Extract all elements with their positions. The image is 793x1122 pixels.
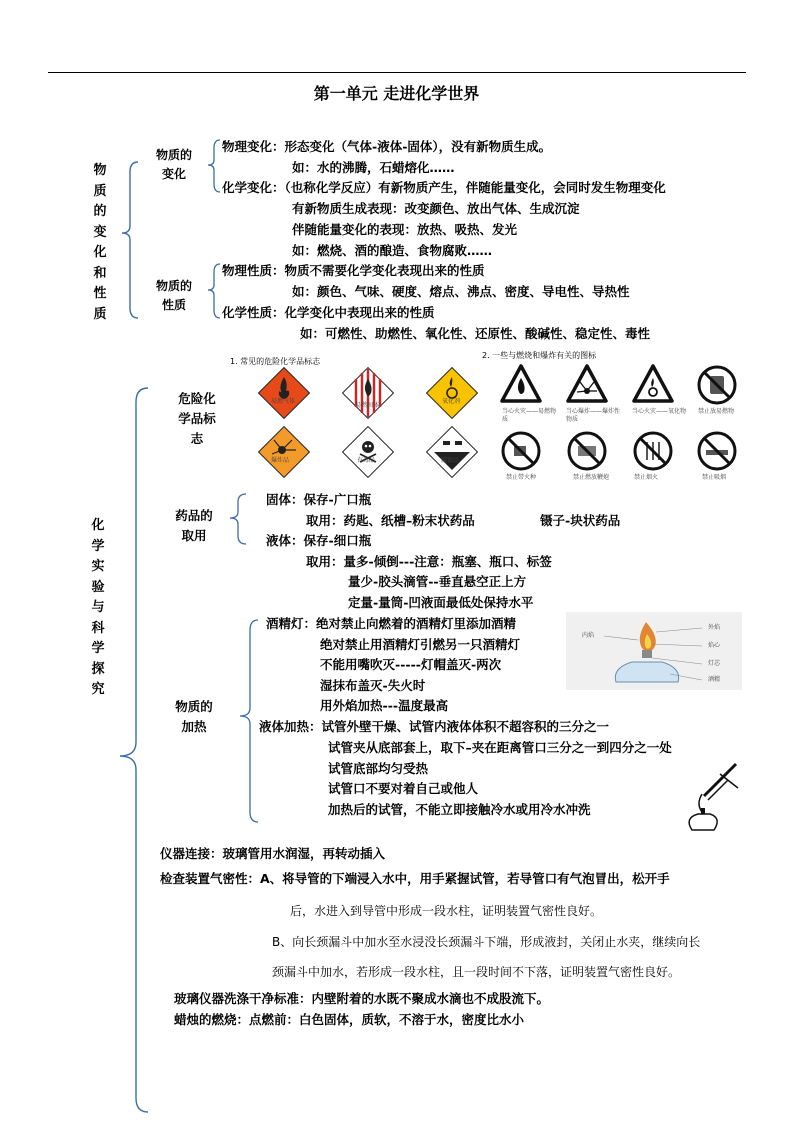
misc-line-4: B、向长颈漏斗中加水至水浸没长颈漏斗下端，形成液封，关闭止水夹，继续向长 (272, 935, 701, 949)
hazard-label-text: 危险化学品标志 (178, 391, 216, 446)
page-title: 第一单元 走进化学世界 (313, 84, 480, 103)
taking-label (170, 506, 218, 546)
diamond-caption-6: 腐蚀品 (441, 457, 460, 464)
misc-line-5: 颈漏斗中加水，若形成一段水柱，且一段时间不下落，证明装置气密性良好。 (272, 965, 681, 979)
top-rule (48, 72, 746, 73)
no-flammable-icon (696, 364, 738, 406)
oxidizer-sign (424, 365, 480, 421)
diamond-caption-1: 易燃气体 (271, 398, 296, 405)
icon-caption-4: 禁止放易燃物 (698, 408, 735, 415)
lamp-label-core: 焰心 (708, 642, 721, 649)
lamp-line-5: 用外焰加热---温度最高 (320, 698, 449, 713)
changes-line-5: 伴随能量变化的表现：放热、吸热、发光 (292, 222, 518, 237)
no-smoking-icon (696, 430, 738, 472)
liquid-line-1: 液体加热：试管外壁干燥、试管内液体体积不超容积的三分之一 (259, 719, 610, 734)
misc-line-3: 后，水进入到导管中形成一段水柱，证明装置气密性良好。 (290, 904, 603, 918)
lamp-line-4: 湿抹布盖灭-失火时 (320, 678, 426, 693)
flammable-gas-sign (256, 365, 312, 421)
warning-oxidizer-icon (632, 364, 674, 404)
hazard-caption-1: 1. 常见的危险化学品标志 (230, 357, 321, 366)
properties-line-3: 化学性质：化学变化中表现出来的性质 (222, 305, 435, 320)
test-tube-heating-figure (680, 760, 744, 834)
lamp-label-outer: 外焰 (708, 624, 721, 631)
warning-fire-icon (500, 364, 542, 404)
diamond-caption-2: 易燃固体 (355, 402, 380, 409)
taking-line-4: 液体：保存-细口瓶 (266, 533, 372, 548)
changes-label-text: 物质的变化 (155, 148, 192, 181)
lamp-line-3: 不能用嘴吹灭-----灯帽盖灭-两次 (320, 657, 502, 672)
changes-line-6: 如：燃烧、酒的酿造、食物腐败…… (292, 243, 493, 258)
properties-line-1: 物理性质：物质不需要化学变化表现出来的性质 (222, 263, 485, 278)
changes-line-3: 化学变化：（也称化学反应）有新物质产生，伴随能量变化，会同时发生物理变化 (222, 180, 666, 195)
part1-outer-brace (112, 160, 142, 320)
part2-outer-brace (106, 386, 152, 1116)
no-fireworks-icon (632, 430, 674, 472)
properties-label-text: 物质的性质 (155, 279, 192, 312)
corrosive-sign (424, 424, 480, 480)
heating-brace (226, 618, 262, 826)
liquid-line-2: 试管夹从底部套上，取下–夹在距离管口三分之一到四分之一处 (328, 740, 672, 755)
taking-line-3: 镊子-块状药品 (540, 513, 621, 528)
taking-line-7: 定量-量筒-凹液面最低处保持水平 (348, 595, 534, 610)
icon-caption-7: 禁止烟火 (634, 474, 659, 481)
properties-line-2: 如：颜色、气味、硬度、熔点、沸点、密度、导电性、导热性 (292, 284, 630, 299)
lamp-line-2: 绝对禁止用酒精灯引燃另一只酒精灯 (320, 637, 521, 652)
alcohol-lamp-figure (566, 612, 742, 690)
taking-line-2: 取用：药匙、纸槽–粉末状药品 (306, 513, 475, 528)
properties-brace (200, 262, 224, 320)
part2-side-label: 化学实验与科学探究 (91, 518, 105, 697)
hazard-caption-2: 2. 一些与燃烧和爆炸有关的图标 (482, 351, 597, 360)
changes-line-1: 物理变化：形态变化（气体-液体-固体），没有新物质生成。 (222, 139, 552, 154)
hazard-label (173, 389, 221, 449)
diamond-caption-3: 氧化剂 (442, 398, 461, 405)
lamp-label-alcohol: 酒精 (708, 676, 721, 683)
icon-caption-2: 当心爆炸——爆炸性物质 (566, 408, 621, 423)
part1-side-label: 物质的变化和性质 (93, 163, 107, 322)
no-matches-icon (566, 430, 608, 472)
diamond-caption-5: 有毒品 (357, 457, 376, 464)
icon-caption-6: 禁止燃放鞭炮 (573, 474, 610, 481)
properties-line-4: 如：可燃性、助燃性、氧化性、还原性、酸碱性、稳定性、毒性 (300, 326, 651, 341)
taking-line-5: 取用：量多-倾倒---注意：瓶塞、瓶口、标签 (306, 554, 552, 569)
lamp-label-inner: 内焰 (582, 632, 595, 639)
properties-label (152, 277, 196, 315)
changes-brace (200, 138, 224, 194)
changes-line-2: 如：水的沸腾，石蜡熔化…… (292, 160, 455, 175)
warning-explosion-icon (566, 364, 608, 404)
changes-line-4: 有新物质生成表现：改变颜色、放出气体、生成沉淀 (292, 201, 580, 216)
toxic-sign (340, 424, 396, 480)
heating-label (170, 697, 218, 737)
misc-line-6: 玻璃仪器洗涤干净标准：内壁附着的水既不聚成水滴也不成股流下。 (174, 991, 550, 1006)
liquid-line-5: 加热后的试管，不能立即接触冷水或用冷水冲洗 (328, 802, 591, 817)
flammable-solid-sign (340, 365, 396, 421)
misc-line-1: 仪器连接：玻璃管用水润湿，再转动插入 (160, 846, 386, 861)
lamp-line-1: 酒精灯：绝对禁止向燃着的酒精灯里添加酒精 (266, 616, 517, 631)
icon-caption-8: 禁止吸烟 (702, 474, 727, 481)
taking-line-6: 量少-胶头滴管--垂直悬空正上方 (348, 574, 527, 589)
misc-line-7: 蜡烛的燃烧：点燃前：白色固体，质软，不溶于水，密度比水小 (174, 1012, 525, 1027)
icon-caption-1: 当心火灾——易燃物质 (502, 408, 557, 423)
misc-line-2: 检查装置气密性：A、将导管的下端浸入水中，用手紧握试管，若导管口有气泡冒出，松开手 (160, 871, 670, 886)
icon-caption-5: 禁止带火种 (506, 474, 537, 481)
taking-line-1: 固体：保存-广口瓶 (266, 492, 372, 507)
liquid-line-4: 试管口不要对着自己或他人 (328, 781, 479, 796)
liquid-line-3: 试管底部均匀受热 (328, 761, 429, 776)
icon-caption-3: 当心火灾——氧化物 (632, 408, 687, 415)
taking-brace (220, 492, 250, 546)
no-fire-source-icon (500, 430, 542, 472)
explosive-sign (256, 424, 312, 480)
changes-label (152, 146, 196, 184)
heating-label-text: 物质的加热 (175, 699, 213, 734)
diamond-caption-4: 爆炸品 (271, 457, 290, 464)
taking-label-text: 药品的取用 (175, 508, 213, 543)
lamp-label-wick: 灯芯 (708, 660, 721, 667)
